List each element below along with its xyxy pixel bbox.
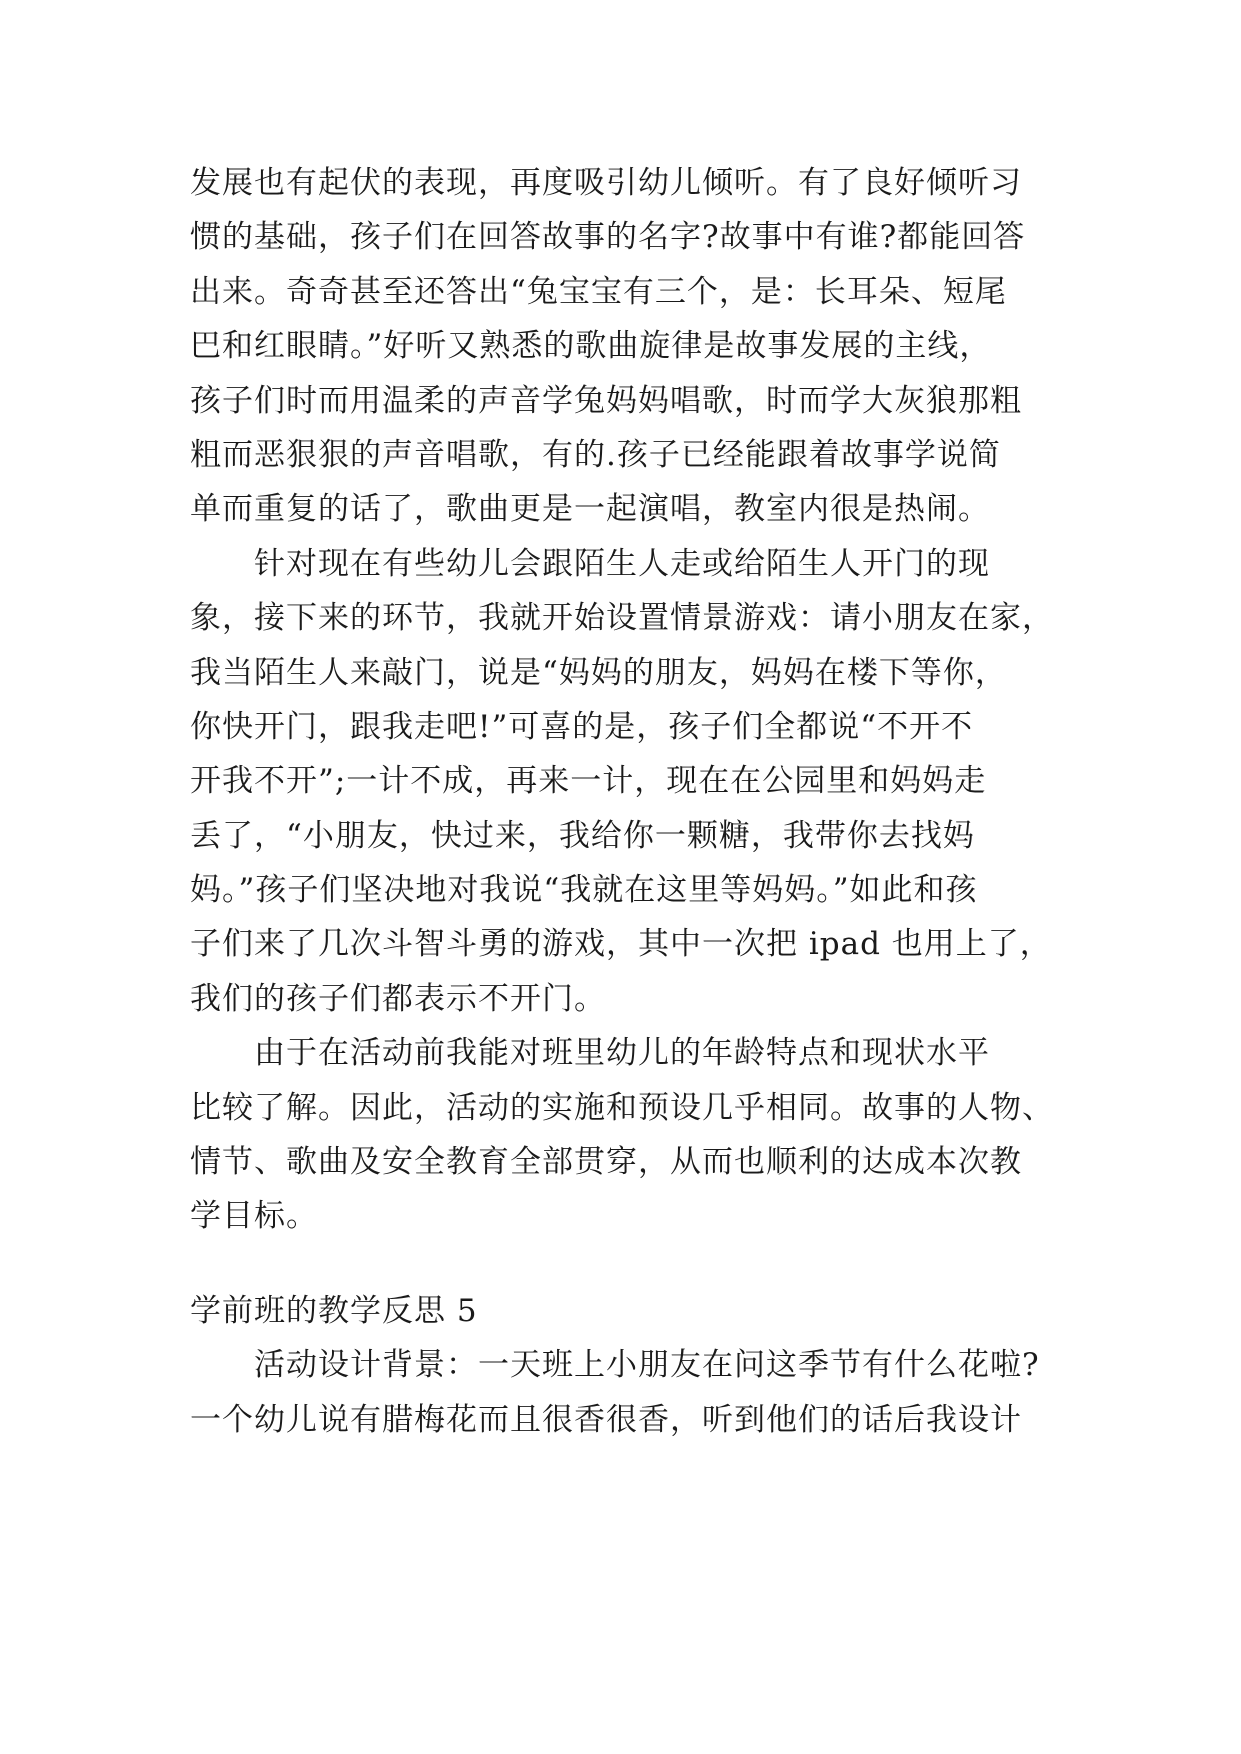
text-line: 你快开门，跟我走吧!”可喜的是，孩子们全都说“不开不	[190, 708, 974, 745]
text-line: 子们来了几次斗智斗勇的游戏，其中一次把 ipad 也用上了，	[190, 926, 1052, 963]
section-heading: 学前班的教学反思 5	[190, 1292, 478, 1329]
text-line: 孩子们时而用温柔的声音学兔妈妈唱歌，时而学大灰狼那粗	[190, 382, 1022, 419]
text-line: 针对现在有些幼儿会跟陌生人走或给陌生人开门的现	[254, 545, 990, 582]
text-line: 开我不开”;一计不成，再来一计，现在在公园里和妈妈走	[190, 763, 987, 800]
text-line: 发展也有起伏的表现，再度吸引幼儿倾听。有了良好倾听习	[190, 165, 1022, 201]
text-line: 由于在活动前我能对班里幼儿的年龄特点和现状水平	[254, 1035, 990, 1072]
text-line: 惯的基础，孩子们在回答故事的名字?故事中有谁?都能回答	[190, 219, 1026, 256]
text-line: 丢了，“小朋友，快过来，我给你一颗糖，我带你去找妈	[190, 817, 975, 854]
text-line: 象，接下来的环节，我就开始设置情景游戏：请小朋友在家，	[190, 600, 1054, 637]
paragraph-3	[190, 1026, 1060, 1244]
paragraph-2	[190, 537, 1060, 1027]
text-line: 我们的孩子们都表示不开门。	[190, 980, 606, 1017]
text-line: 一个幼儿说有腊梅花而且很香很香，听到他们的话后我设计	[190, 1401, 1022, 1438]
text-line: 我当陌生人来敲门，说是“妈妈的朋友，妈妈在楼下等你，	[190, 654, 1007, 691]
paragraph-4	[190, 1338, 1060, 1447]
document-body	[190, 156, 1060, 1447]
text-line: 活动设计背景：一天班上小朋友在问这季节有什么花啦?	[254, 1347, 1040, 1384]
paragraph-1	[190, 156, 1060, 537]
text-line: 学目标。	[190, 1198, 318, 1235]
text-line: 出来。奇奇甚至还答出“兔宝宝有三个，是：长耳朵、短尾	[190, 273, 1007, 310]
text-line: 妈。”孩子们坚决地对我说“我就在这里等妈妈。”如此和孩	[190, 872, 978, 909]
text-line: 情节、歌曲及安全教育全部贯穿，从而也顺利的达成本次教	[190, 1144, 1022, 1181]
text-line: 粗而恶狠狠的声音唱歌，有的.孩子已经能跟着故事学说简	[190, 436, 1001, 473]
text-line: 单而重复的话了，歌曲更是一起演唱，教室内很是热闹。	[190, 491, 990, 528]
text-line: 巴和红眼睛。”好听又熟悉的歌曲旋律是故事发展的主线，	[190, 328, 992, 365]
text-line: 比较了解。因此，活动的实施和预设几乎相同。故事的人物、	[190, 1089, 1054, 1126]
